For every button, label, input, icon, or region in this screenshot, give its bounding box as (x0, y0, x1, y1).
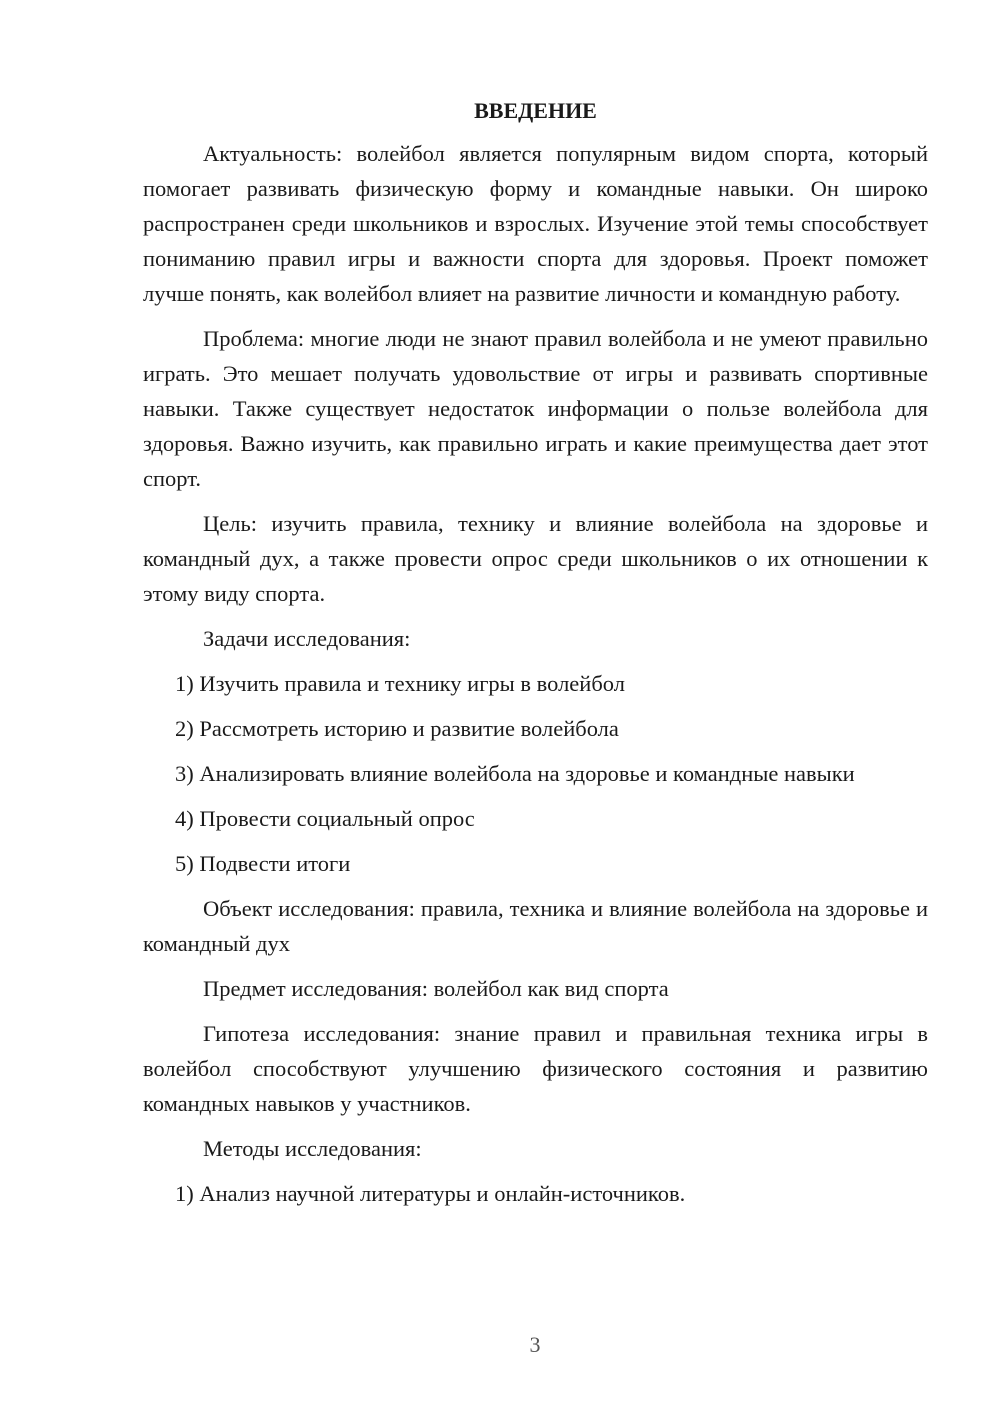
task-item: 4) Провести социальный опрос (175, 806, 475, 831)
object-paragraph: Объект исследования: правила, техника и влияние волейбола на здоровье и командный дух (143, 896, 928, 956)
task-item: 3) Анализировать влияние волейбола на здоровье и командные навыки (175, 761, 855, 786)
task-item: 5) Подвести итоги (175, 851, 351, 876)
methods-heading: Методы исследования: (203, 1136, 422, 1161)
task-item: 1) Изучить правила и технику игры в волейбол (175, 671, 625, 696)
subject-paragraph: Предмет исследования: волейбол как вид спорта (203, 976, 669, 1001)
method-item: 1) Анализ научной литературы и онлайн-источников. (175, 1181, 686, 1206)
problem-paragraph: Проблема: многие люди не знают правил волейбола и не умеют правильно играть. Это мешает получать удовольствие от игры и развивать спортивные навыки. Также существует недостаток информации о пользе волейбола для здоровья. Важно изучить, как правильно играть и какие преимущества дает этот спорт. (143, 326, 928, 491)
section-title: ВВЕДЕНИЕ (474, 98, 597, 123)
goal-paragraph: Цель: изучить правила, технику и влияние волейбола на здоровье и командный дух, а также провести опрос среди школьников о их отношении к этому виду спорта. (143, 511, 928, 606)
page-number: 3 (529, 1332, 541, 1357)
hypothesis-paragraph: Гипотеза исследования: знание правил и правильная техника игры в волейбол способствуют улучшению физического состояния и развитию командных навыков у участников. (143, 1021, 928, 1116)
task-item: 2) Рассмотреть историю и развитие волейбола (175, 716, 619, 741)
document-page (143, 96, 928, 1221)
relevance-paragraph: Актуальность: волейбол является популярным видом спорта, который помогает развивать физическую форму и командные навыки. Он широко распространен среди школьников и взрослых. Изучение этой темы способствует пониманию правил игры и важности спорта для здоровья. Проект поможет лучше понять, как волейбол влияет на развитие личности и командную работу. (143, 141, 928, 306)
tasks-heading: Задачи исследования: (203, 626, 411, 651)
